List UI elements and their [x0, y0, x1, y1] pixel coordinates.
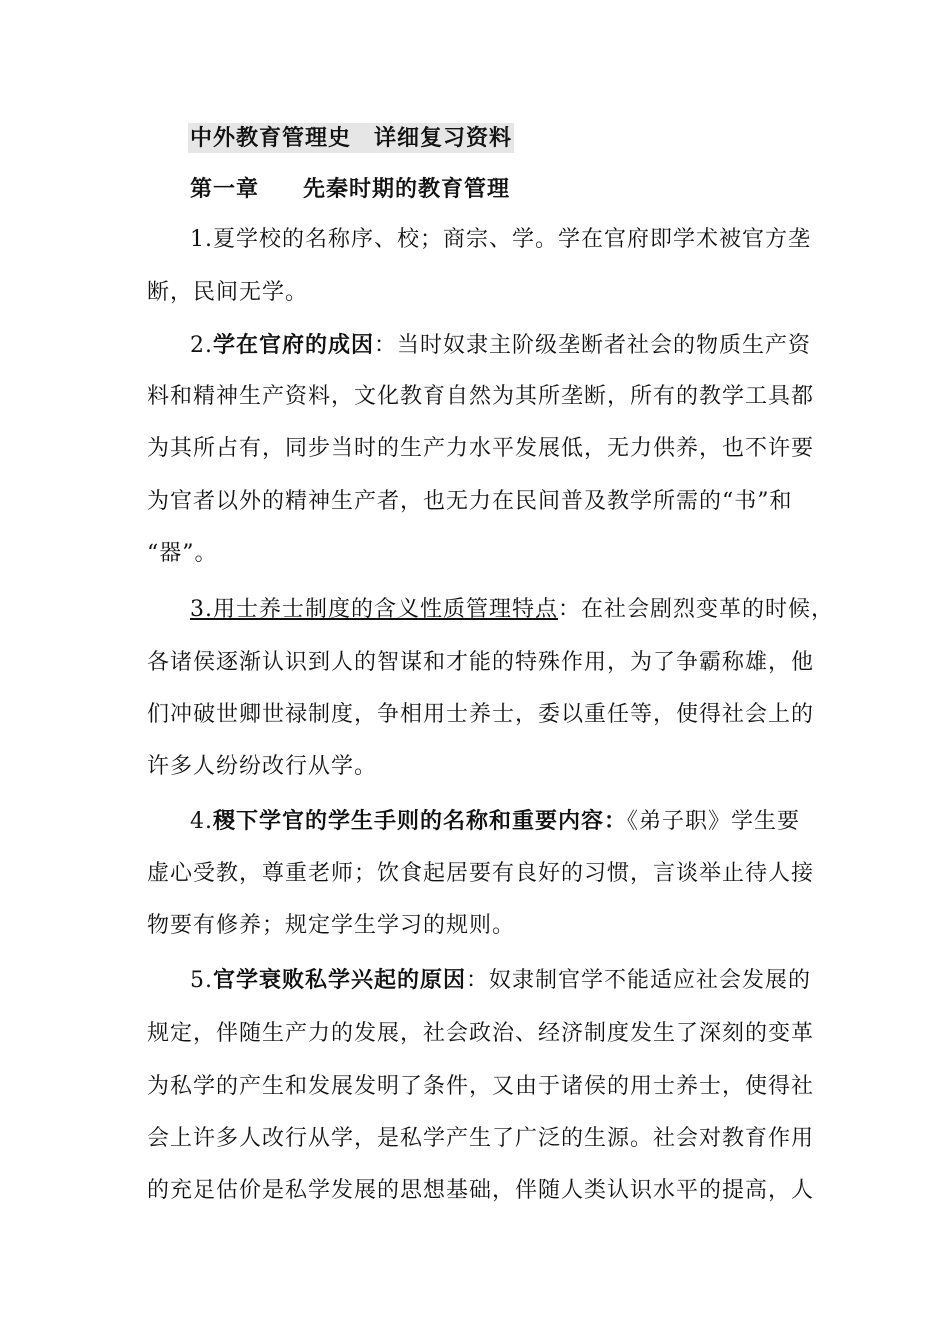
item-1-line-1 [190, 225, 850, 255]
item-number: 1. [190, 227, 213, 252]
item-separator: ： [466, 968, 490, 993]
paragraph-line: 料和精神生产资料，文化教育自然为其所垄断，所有的教学工具都 [147, 384, 815, 409]
paragraph-line: 许多人纷纷改行从学。 [147, 754, 378, 779]
item-separator: ： [374, 333, 398, 358]
paragraph-line: 各诸侯逐渐认识到人的智谋和才能的特殊作用，为了争霸称雄，他 [147, 650, 815, 675]
item-2-line-1 [190, 330, 850, 361]
document-title: 中外教育管理史 详细复习资料 [190, 125, 513, 151]
item-5-line-1 [190, 965, 850, 996]
item-1-text-continued: 断，民间无学。 [147, 280, 309, 305]
item-3-heading-group [190, 597, 558, 622]
item-separator: ： [558, 597, 582, 622]
paragraph-line: 的充足估价是私学发展的思想基础，伴随人类认识水平的提高，人 [147, 1178, 815, 1203]
item-2-heading: 学在官府的成因 [213, 332, 375, 358]
item-1-line-2 [147, 278, 807, 308]
item-3-heading: 用士养士制度的含义性质管理特点 [213, 597, 559, 622]
paragraph-line: 为官者以外的精神生产者，也无力在民间普及教学所需的“书”和 [147, 489, 793, 514]
paragraph-line: 们冲破世卿世禄制度，争相用士养士，委以重任等，使得社会上的 [147, 702, 815, 727]
item-4-line-1 [190, 806, 850, 837]
item-5-text: 奴隶制官学不能适应社会发展的 [489, 968, 812, 993]
item-1-text: 夏学校的名称序、校；商宗、学。学在官府即学术被官方垄 [213, 227, 812, 252]
paragraph-line: 为私学的产生和发展发明了条件，又由于诸侯的用士养士，使得社 [147, 1074, 815, 1099]
chapter-heading [190, 174, 510, 204]
item-number: 3. [190, 597, 213, 622]
paragraph-line: 物要有修养；规定学生学习的规则。 [147, 913, 516, 938]
item-5-heading: 官学衰败私学兴起的原因 [213, 967, 467, 993]
item-4-heading: 稷下学官的学生手则的名称和重要内容： [213, 808, 628, 834]
item-number: 4. [190, 809, 213, 834]
chapter-number: 第一章 [190, 176, 260, 202]
item-number: 2. [190, 333, 213, 358]
paragraph-line: “器”。 [147, 541, 218, 566]
item-3-line-1 [190, 595, 850, 625]
chapter-title: 先秦时期的教育管理 [303, 176, 511, 202]
item-4-text: 《弟子职》学生要 [627, 809, 801, 834]
paragraph-line: 虚心受教，尊重老师；饮食起居要有良好的习惯，言谈举止待人接 [147, 861, 815, 886]
paragraph-line: 为其所占有，同步当时的生产力水平发展低，无力供养，也不许要 [147, 436, 815, 461]
item-3-text: 在社会剧烈变革的时候， [581, 597, 835, 622]
paragraph-line: 规定，伴随生产力的发展，社会政治、经济制度发生了深刻的变革 [147, 1021, 815, 1046]
item-number: 5. [190, 968, 213, 993]
item-2-text: 当时奴隶主阶级垄断者社会的物质生产资 [397, 333, 812, 358]
paragraph-line: 会上许多人改行从学，是私学产生了广泛的生源。社会对教育作用 [147, 1126, 815, 1151]
